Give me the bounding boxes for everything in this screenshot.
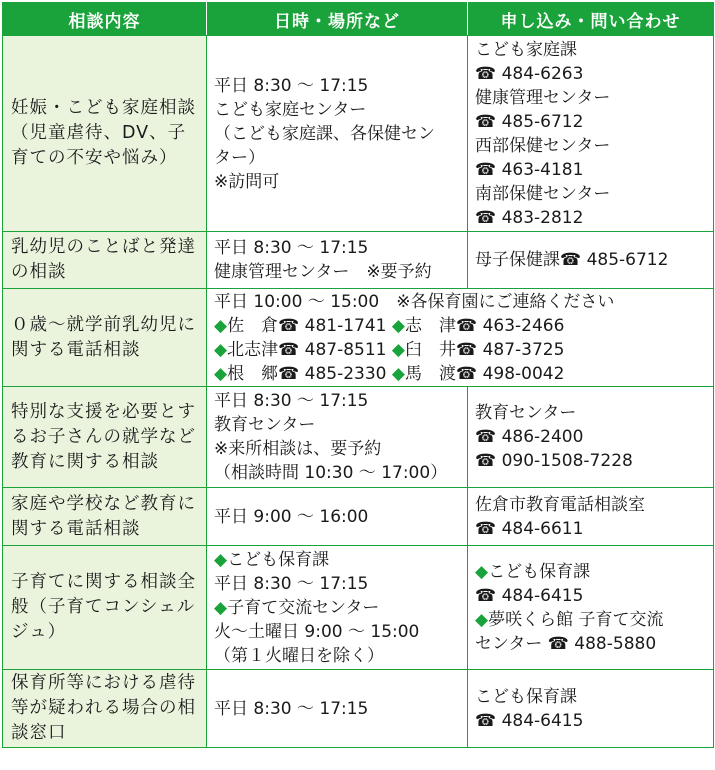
contact-text: こども保育課: [488, 561, 591, 582]
diamond-bullet-icon: ◆: [214, 364, 228, 384]
diamond-bullet-icon: ◆: [475, 609, 489, 630]
header-contact: 申し込み・問い合わせ: [468, 3, 714, 36]
details-cell: [207, 488, 468, 546]
table-row: [3, 36, 714, 232]
detail-line: （第１火曜日を除く）: [214, 645, 384, 666]
header-topic: 相談内容: [3, 3, 207, 36]
contact-line: ☎ 485-6712: [475, 111, 584, 132]
details-cell: [207, 387, 468, 488]
detail-line: こども家庭センター: [214, 99, 367, 120]
contact-line: 健康管理センター: [475, 87, 611, 108]
detail-line: 平日 8:30 〜 17:15: [214, 698, 369, 719]
nursery-phone: 志 津☎ 463-2466: [405, 316, 565, 336]
nursery-phone: 佐 倉☎ 481-1741: [227, 316, 387, 336]
topic-cell: ０歳〜就学前乳幼児に関する電話相談: [3, 289, 207, 387]
detail-text: 子育て交流センター: [227, 597, 380, 618]
diamond-bullet-icon: ◆: [214, 597, 228, 618]
table-row: [3, 546, 714, 670]
table-row: [3, 488, 714, 546]
contact-line: [475, 608, 713, 632]
table-row: [3, 670, 714, 748]
contact-line: センター ☎ 488-5880: [475, 633, 657, 654]
details-cell: [207, 232, 468, 289]
contact-line: ☎ 484-6263: [475, 63, 584, 84]
nursery-line: [214, 314, 713, 338]
contact-line: 佐倉市教育電話相談室: [475, 494, 645, 515]
contact-line: 母子保健課☎ 485-6712: [475, 250, 669, 270]
detail-line: ※訪問可: [214, 171, 280, 192]
detail-text: こども保育課: [227, 549, 330, 570]
diamond-bullet-icon: ◆: [391, 340, 405, 360]
contact-cell: [468, 488, 714, 546]
contact-line: ☎ 484-6415: [475, 710, 584, 731]
contact-cell: [468, 36, 714, 232]
details-cell: [207, 36, 468, 232]
table-row: [3, 232, 714, 289]
detail-line: 火〜土曜日 9:00 〜 15:00: [214, 621, 420, 642]
detail-line: （こども家庭課、各保健セン: [214, 123, 435, 144]
contact-text: 夢咲くら館 子育て交流: [488, 609, 664, 630]
contact-cell: [468, 670, 714, 748]
topic-cell: 家庭や学校など教育に関する電話相談: [3, 488, 207, 546]
header-details: 日時・場所など: [207, 3, 468, 36]
diamond-bullet-icon: ◆: [214, 340, 228, 360]
table-header-row: [3, 3, 714, 36]
detail-line: [214, 596, 467, 620]
topic-cell: 保育所等における虐待等が疑われる場合の相談窓口: [3, 670, 207, 748]
detail-line: 平日 10:00 〜 15:00 ※各保育園にご連絡ください: [214, 292, 615, 312]
detail-line: 教育センター: [214, 415, 316, 435]
contact-line: ☎ 486-2400: [475, 427, 584, 447]
detail-line: ※来所相談は、要予約: [214, 439, 382, 459]
contact-line: 南部保健センター: [475, 183, 611, 204]
contact-line: ☎ 484-6611: [475, 518, 584, 539]
diamond-bullet-icon: ◆: [214, 316, 228, 336]
consultation-table: [2, 2, 714, 748]
contact-line: ☎ 484-6415: [475, 585, 584, 606]
contact-cell: [468, 387, 714, 488]
diamond-bullet-icon: ◆: [391, 364, 405, 384]
contact-cell: [468, 232, 714, 289]
topic-cell: 子育てに関する相談全般（子育てコンシェルジュ）: [3, 546, 207, 670]
contact-line: [475, 560, 713, 584]
details-cell: [207, 670, 468, 748]
table-row: [3, 387, 714, 488]
detail-line: 平日 8:30 〜 17:15: [214, 573, 369, 594]
contact-line: ☎ 090-1508-7228: [475, 451, 633, 471]
nursery-phone: 臼 井☎ 487-3725: [405, 340, 565, 360]
detail-line: 平日 8:30 〜 17:15: [214, 75, 369, 96]
detail-line: ター）: [214, 147, 265, 168]
contact-cell: [468, 546, 714, 670]
detail-line: 健康管理センター ※要予約: [214, 262, 432, 282]
diamond-bullet-icon: ◆: [391, 316, 405, 336]
detail-line: 平日 8:30 〜 17:15: [214, 238, 369, 258]
nursery-phone: 馬 渡☎ 498-0042: [405, 364, 565, 384]
topic-cell: 特別な支援を必要とするお子さんの就学など教育に関する相談: [3, 387, 207, 488]
contact-line: 教育センター: [475, 403, 577, 423]
topic-cell: 妊娠・こども家庭相談（児童虐待、DV、子育ての不安や悩み）: [3, 36, 207, 232]
nursery-cell: [207, 289, 714, 387]
contact-line: こども保育課: [475, 686, 577, 707]
details-cell: [207, 546, 468, 670]
diamond-bullet-icon: ◆: [475, 561, 489, 582]
topic-cell: 乳幼児のことばと発達の相談: [3, 232, 207, 289]
nursery-phone: 根 郷☎ 485-2330: [227, 364, 387, 384]
nursery-phone: 北志津☎ 487-8511: [227, 340, 387, 360]
table-row: [3, 289, 714, 387]
nursery-line: [214, 338, 713, 362]
detail-line: [214, 548, 467, 572]
contact-line: ☎ 483-2812: [475, 207, 584, 228]
contact-line: こども家庭課: [475, 39, 577, 60]
nursery-line: [214, 362, 713, 386]
contact-line: ☎ 463-4181: [475, 159, 584, 180]
detail-line: 平日 9:00 〜 16:00: [214, 506, 369, 527]
detail-line: （相談時間 10:30 〜 17:00）: [214, 463, 448, 483]
contact-line: 西部保健センター: [475, 135, 611, 156]
diamond-bullet-icon: ◆: [214, 549, 228, 570]
detail-line: 平日 8:30 〜 17:15: [214, 391, 369, 411]
